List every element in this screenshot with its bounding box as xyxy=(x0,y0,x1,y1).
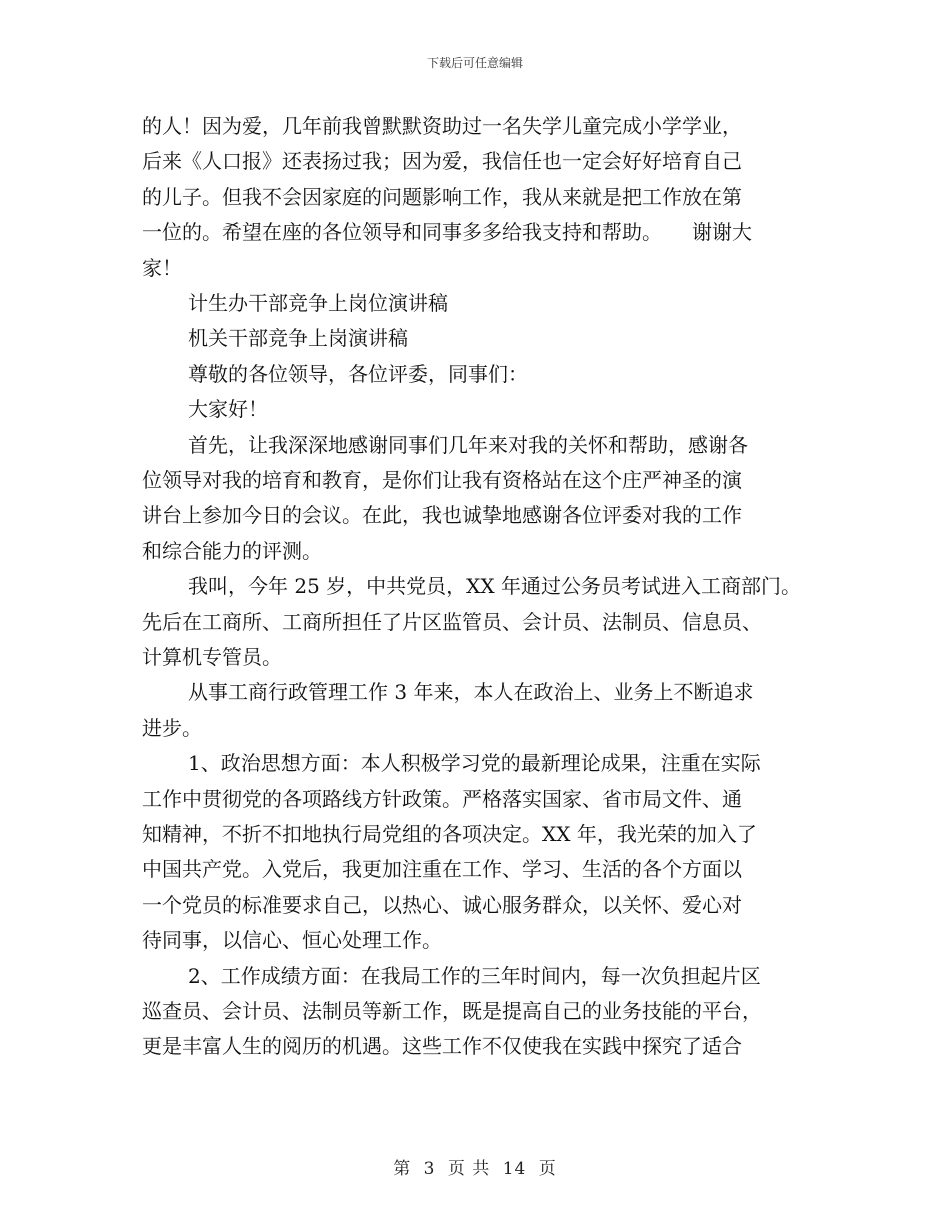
text-line: 和综合能力的评测。 xyxy=(142,539,322,563)
current-page-number: 3 xyxy=(423,1159,436,1179)
text-line: 首先，让我深深地感谢同事们几年来对我的关怀和帮助，感谢各 xyxy=(188,433,748,457)
text-line: 一位的。希望在座的各位领导和同事多多给我支持和帮助。 谢谢大 xyxy=(142,220,752,244)
text-line: 中国共产党。入党后，我更加注重在工作、学习、生活的各个方面以 xyxy=(142,857,742,881)
page-footer xyxy=(0,1154,950,1179)
text-line: 计算机专管员。 xyxy=(142,645,282,669)
text-line: 巡查员、会计员、法制员等新工作，既是提高自己的业务技能的平台， xyxy=(142,999,762,1023)
text-line: 后来《人口报》还表扬过我；因为爱，我信任也一定会好好培育自己 xyxy=(142,149,742,173)
text-line: 2、工作成绩方面：在我局工作的三年时间内，每一次负担起片区 xyxy=(188,964,761,988)
footer-prefix: 第 xyxy=(393,1159,412,1179)
text-line: 计生办干部竞争上岗位演讲稿 xyxy=(188,291,448,315)
text-line: 更是丰富人生的阅历的机遇。这些工作不仅使我在实践中探究了适合 xyxy=(142,1034,742,1058)
page-header: 下载后可任意编辑 xyxy=(426,56,523,70)
footer-suffix: 页 xyxy=(538,1159,557,1179)
text-line: 先后在工商所、工商所担任了片区监管员、会计员、法制员、信息员、 xyxy=(142,610,762,634)
text-line: 的儿子。但我不会因家庭的问题影响工作，我从来就是把工作放在第 xyxy=(142,185,742,209)
text-line: 工作中贯彻党的各项路线方针政策。严格落实国家、省市局文件、通 xyxy=(142,787,742,811)
text-line: 进步。 xyxy=(142,716,202,740)
text-line: 知精神，不折不扣地执行局党组的各项决定。XX 年，我光荣的加入了 xyxy=(142,822,757,846)
text-line: 的人！因为爱，几年前我曾默默资助过一名失学儿童完成小学学业， xyxy=(142,114,742,138)
text-line: 尊敬的各位领导，各位评委，同事们： xyxy=(188,362,528,386)
text-line: 大家好！ xyxy=(188,397,268,421)
text-line: 待同事，以信心、恒心处理工作。 xyxy=(142,928,442,952)
text-line: 我叫，今年 25 岁，中共党员，XX 年通过公务员考试进入工商部门。 xyxy=(188,574,801,598)
text-line: 1、政治思想方面：本人积极学习党的最新理论成果，注重在实际 xyxy=(188,751,761,775)
text-line: 讲台上参加今日的会议。在此，我也诚挚地感谢各位评委对我的工作 xyxy=(142,503,742,527)
total-page-number: 14 xyxy=(502,1159,527,1179)
text-line: 位领导对我的培育和教育，是你们让我有资格站在这个庄严神圣的演 xyxy=(142,468,742,492)
text-line: 家！ xyxy=(142,256,182,280)
footer-mid: 页 共 xyxy=(447,1159,491,1179)
text-line: 一个党员的标准要求自己，以热心、诚心服务群众，以关怀、爱心对 xyxy=(142,893,742,917)
text-line: 机关干部竞争上岗演讲稿 xyxy=(188,326,408,350)
text-line: 从事工商行政管理工作 3 年来，本人在政治上、业务上不断追求 xyxy=(188,680,754,704)
